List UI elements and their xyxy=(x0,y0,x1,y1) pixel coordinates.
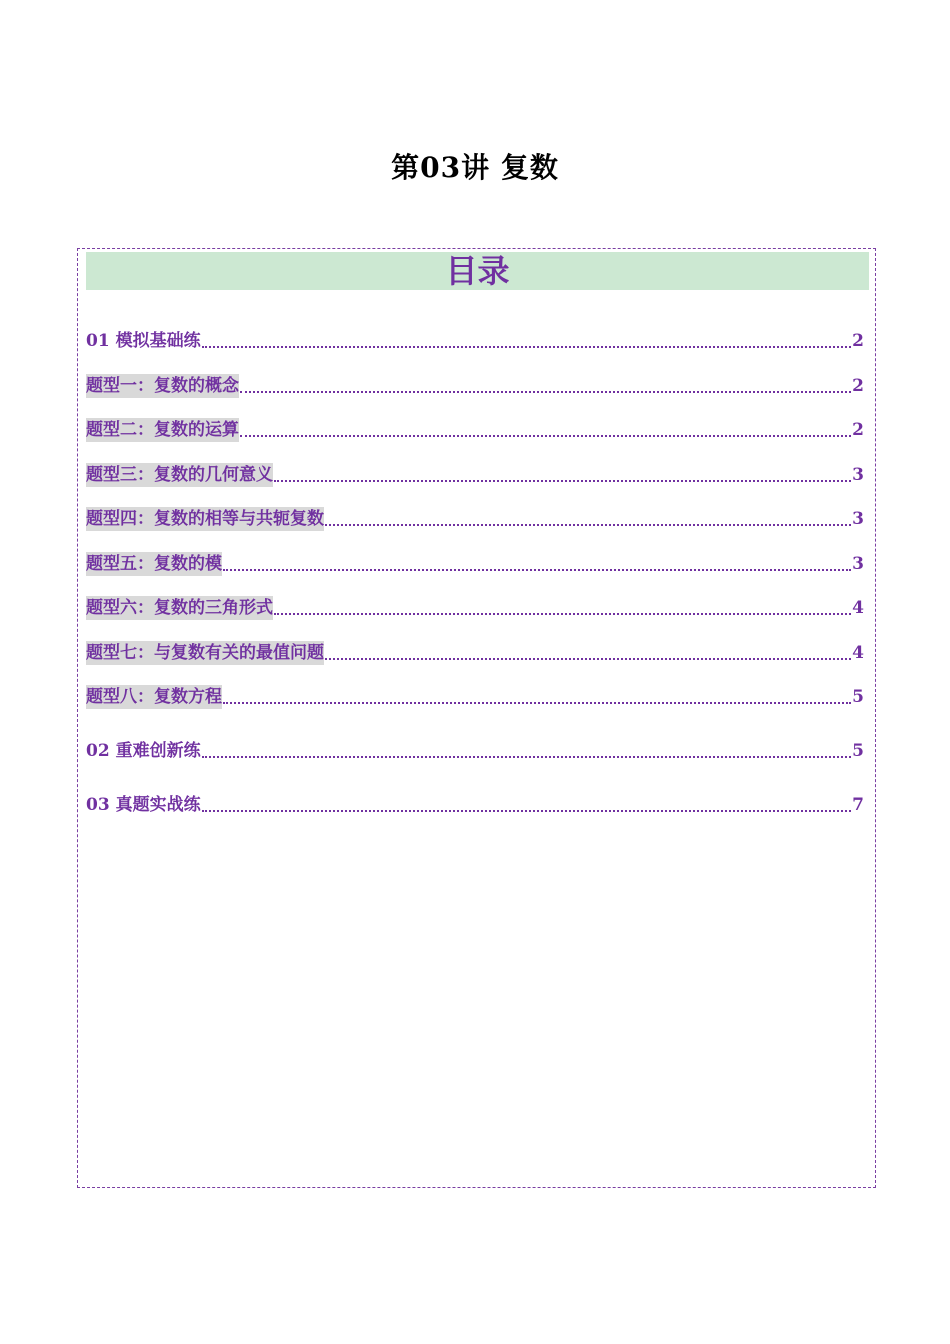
document-title: 第03讲 复数 xyxy=(391,151,559,184)
toc-entry-label: 题型七：与复数有关的最值问题 xyxy=(86,643,324,663)
toc-entry-page: 3 xyxy=(852,509,864,529)
dot-leader xyxy=(240,435,851,437)
toc-entry-page: 3 xyxy=(852,465,864,485)
toc-entry-label: 题型四：复数的相等与共轭复数 xyxy=(86,509,324,529)
toc-entry-type-7[interactable] xyxy=(86,641,864,665)
toc-entry-page: 2 xyxy=(852,420,864,440)
dot-leader xyxy=(223,702,851,704)
toc-entry-label: 题型八：复数方程 xyxy=(86,687,222,707)
dot-leader xyxy=(202,346,852,348)
toc-entry-label: 题型六：复数的三角形式 xyxy=(86,598,273,618)
toc-entry-type-5[interactable] xyxy=(86,552,864,576)
dot-leader xyxy=(274,480,851,482)
toc-entry-page: 5 xyxy=(852,687,864,707)
dot-leader xyxy=(325,658,851,660)
dot-leader xyxy=(202,756,852,758)
toc-entry-label: 03 真题实战练 xyxy=(86,795,201,815)
toc-entry-page: 2 xyxy=(852,331,864,351)
dot-leader xyxy=(202,810,852,812)
toc-entry-label: 题型五：复数的模 xyxy=(86,554,222,574)
toc-entry-page: 4 xyxy=(852,598,864,618)
toc-entry-type-6[interactable] xyxy=(86,596,864,620)
dot-leader xyxy=(240,391,851,393)
dot-leader xyxy=(325,524,851,526)
toc-entry-label: 01 模拟基础练 xyxy=(86,331,201,351)
toc-entry-type-1[interactable] xyxy=(86,374,864,398)
toc-entry-type-4[interactable] xyxy=(86,507,864,531)
toc-entry-real-exam-practice[interactable] xyxy=(86,793,864,817)
toc-entry-label: 02 重难创新练 xyxy=(86,741,201,761)
toc-entry-page: 3 xyxy=(852,554,864,574)
toc-entry-page: 4 xyxy=(852,643,864,663)
toc-entry-basic-practice[interactable] xyxy=(86,329,864,353)
dot-leader xyxy=(223,569,851,571)
toc-entry-page: 5 xyxy=(852,741,864,761)
dot-leader xyxy=(274,613,851,615)
toc-heading: 目录 xyxy=(86,252,869,290)
toc-entry-type-2[interactable] xyxy=(86,418,864,442)
toc-entry-page: 2 xyxy=(852,376,864,396)
toc-entry-advanced-practice[interactable] xyxy=(86,739,864,763)
toc-entry-type-3[interactable] xyxy=(86,463,864,487)
toc-entry-label: 题型二：复数的运算 xyxy=(86,420,239,440)
toc-entry-label: 题型一：复数的概念 xyxy=(86,376,239,396)
toc-entry-type-8[interactable] xyxy=(86,685,864,709)
toc-entry-label: 题型三：复数的几何意义 xyxy=(86,465,273,485)
toc-entry-page: 7 xyxy=(852,795,864,815)
table-of-contents xyxy=(77,248,876,1188)
